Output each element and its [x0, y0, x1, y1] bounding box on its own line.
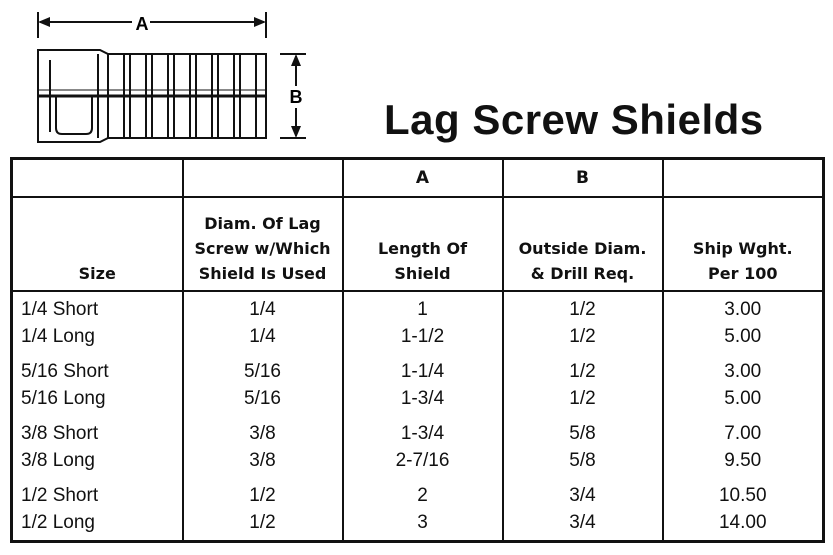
- size-cell: 3/8 Short: [21, 423, 99, 444]
- header-outside-line: & Drill Req.: [530, 264, 635, 283]
- diameter-cell: 3/8: [249, 423, 276, 444]
- dimension-b-label: B: [289, 87, 303, 107]
- weight-cell: 3.00: [724, 361, 762, 382]
- header-size: Size: [12, 197, 183, 291]
- row-group-gap: [664, 474, 823, 482]
- row-group-gap: [184, 350, 342, 358]
- diameter-cell: 1/4: [249, 299, 276, 320]
- header-length-line: Shield: [394, 264, 451, 283]
- header-diameter-line: Screw w/Which: [194, 239, 331, 258]
- size-cell: 1/2 Short: [21, 485, 99, 506]
- outside-diameter-cell: 5/8: [569, 423, 596, 444]
- length-cell: 2-7/16: [395, 450, 450, 471]
- table-body-row: [12, 291, 824, 542]
- size-cell: 5/16 Long: [21, 388, 106, 409]
- weight-cell: 5.00: [724, 326, 762, 347]
- outside-diameter-cell: 3/4: [569, 512, 596, 533]
- diameter-cell: 5/16: [244, 361, 281, 382]
- weight-column: [663, 291, 824, 542]
- weight-cell: 14.00: [718, 512, 767, 533]
- header-outside-line: Outside Diam.: [518, 239, 647, 258]
- size-column: [12, 291, 183, 542]
- outside-diameter-column: [503, 291, 663, 542]
- outside-diameter-cell: 1/2: [569, 361, 596, 382]
- header-weight-line: Ship Wght.: [692, 239, 793, 258]
- page-title: Lag Screw Shields: [384, 96, 764, 143]
- dimension-a-label: A: [135, 14, 149, 34]
- length-cell: 2: [417, 485, 428, 506]
- letter-cell-weight: [663, 159, 824, 198]
- weight-cell: 3.00: [724, 299, 762, 320]
- outside-diameter-cell: 3/4: [569, 485, 596, 506]
- size-cell: 1/2 Long: [21, 512, 95, 533]
- row-group-gap: [344, 350, 502, 358]
- letter-cell-diam: [183, 159, 343, 198]
- outside-diameter-cell: 1/2: [569, 326, 596, 347]
- letter-cell-size: [12, 159, 183, 198]
- length-cell: 1: [417, 299, 428, 320]
- length-column: [343, 291, 503, 542]
- row-group-gap: [184, 474, 342, 482]
- size-cell: 1/4 Long: [21, 326, 95, 347]
- row-group-gap: [13, 412, 182, 420]
- outside-diameter-cell: 5/8: [569, 450, 596, 471]
- header-diameter: [183, 197, 343, 291]
- column-header-row: [12, 197, 824, 291]
- size-cell: 3/8 Long: [21, 450, 95, 471]
- row-group-gap: [13, 474, 182, 482]
- row-group-gap: [504, 350, 662, 358]
- header-weight-line: Per 100: [708, 264, 778, 283]
- row-group-gap: [184, 412, 342, 420]
- header-length-line: Length Of: [377, 239, 468, 258]
- weight-cell: 7.00: [724, 423, 762, 444]
- letter-cell-a: A: [343, 159, 503, 198]
- header-outside-diameter: [503, 197, 663, 291]
- row-group-gap: [13, 350, 182, 358]
- outside-diameter-cell: 1/2: [569, 388, 596, 409]
- length-cell: 1-1/2: [400, 326, 445, 347]
- row-group-gap: [504, 474, 662, 482]
- length-cell: 3: [417, 512, 428, 533]
- size-cell: 5/16 Short: [21, 361, 109, 382]
- weight-cell: 5.00: [724, 388, 762, 409]
- outside-diameter-cell: 1/2: [569, 299, 596, 320]
- row-group-gap: [344, 412, 502, 420]
- dimension-a-arrow: [38, 12, 266, 38]
- length-cell: 1-3/4: [400, 423, 445, 444]
- size-cell: 1/4 Short: [21, 299, 99, 320]
- length-cell: 1-1/4: [400, 361, 445, 382]
- row-group-gap: [504, 412, 662, 420]
- diameter-cell: 1/2: [249, 512, 276, 533]
- row-group-gap: [664, 350, 823, 358]
- shield-body: [38, 50, 266, 142]
- dimension-letter-row: [12, 159, 824, 198]
- diameter-cell: 5/16: [244, 388, 281, 409]
- diameter-cell: 1/2: [249, 485, 276, 506]
- specifications-table: [10, 157, 825, 543]
- header-diameter-line: Shield Is Used: [198, 264, 327, 283]
- header-ship-weight: [663, 197, 824, 291]
- shield-diagram: [20, 10, 320, 150]
- letter-cell-b: B: [503, 159, 663, 198]
- row-group-gap: [344, 474, 502, 482]
- weight-cell: 9.50: [724, 450, 762, 471]
- header-length: [343, 197, 503, 291]
- row-group-gap: [664, 412, 823, 420]
- header-diameter-line: Diam. Of Lag: [204, 214, 321, 233]
- diameter-cell: 1/4: [249, 326, 276, 347]
- diameter-column: [183, 291, 343, 542]
- weight-cell: 10.50: [718, 485, 767, 506]
- length-cell: 1-3/4: [400, 388, 445, 409]
- diameter-cell: 3/8: [249, 450, 276, 471]
